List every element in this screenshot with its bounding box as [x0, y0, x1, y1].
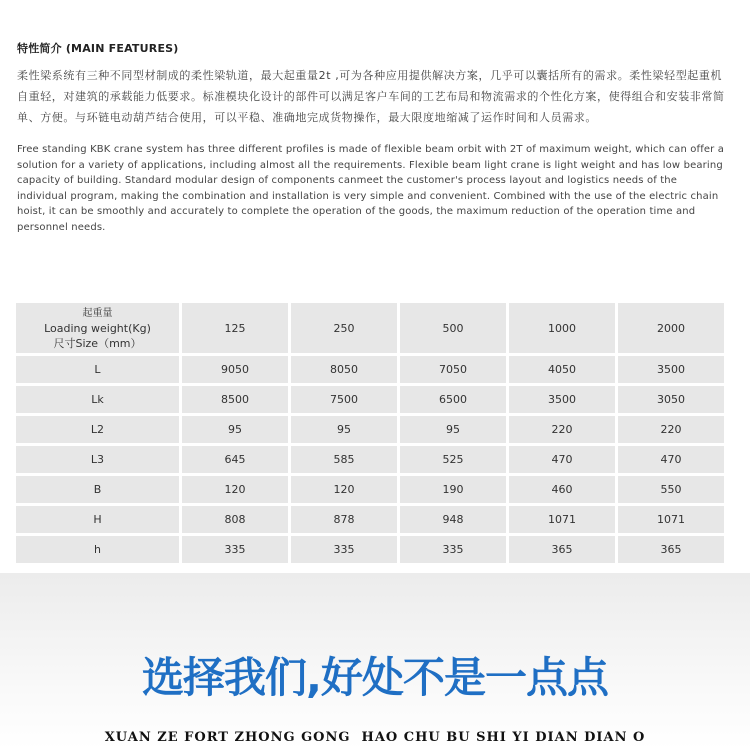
table-cell: 95 [182, 416, 288, 443]
table-cell: 335 [400, 536, 506, 563]
table-cell: 6500 [400, 386, 506, 413]
table-cell: 8050 [291, 356, 397, 383]
table-cell: 190 [400, 476, 506, 503]
table-cell: 460 [509, 476, 615, 503]
spec-table [13, 300, 727, 566]
table-cell: 808 [182, 506, 288, 533]
table-cell: 878 [291, 506, 397, 533]
table-cell: 8500 [182, 386, 288, 413]
table-cell: 3500 [618, 356, 724, 383]
table-header-row [16, 303, 724, 353]
table-cell: 7500 [291, 386, 397, 413]
features-text-english: Free standing KBK crane system has three different profiles is made of flexible beam orbit with 2T of maximum weight, which can offer a solution for a variety of applications, including almost all the requirements. Flexible beam light crane is light weight and has low bearing capacity of building. Standard modular design of components canmeet the customer's process layout and logistics needs of the individual program, making the combination and installation is very simple and convenient. Combined with the use of the electric chain hoist, it can be smoothly and accurately to complete the operation of the goods, the maximum reduction of the operation time and personnel needs. [17, 144, 725, 233]
row-label: B [16, 476, 179, 503]
table-cell: 95 [291, 416, 397, 443]
row-label: L [16, 356, 179, 383]
column-header: 2000 [618, 303, 724, 353]
slogan-pinyin: XUAN ZE FORT ZHONG GONG HAO CHU BU SHI YI DIAN DIAN O [104, 730, 646, 745]
table-cell: 7050 [400, 356, 506, 383]
slogan-text: 选择我们,好处不是一点点 [142, 653, 608, 702]
table-cell: 335 [182, 536, 288, 563]
table-cell: 3050 [618, 386, 724, 413]
row-label: L3 [16, 446, 179, 473]
table-cell: 9050 [182, 356, 288, 383]
header-label-weight-cn: 起重量 [82, 307, 113, 319]
table-cell: 585 [291, 446, 397, 473]
table-row [16, 356, 724, 383]
table-row [16, 386, 724, 413]
table-cell: 365 [509, 536, 615, 563]
table-cell: 120 [291, 476, 397, 503]
table-row [16, 506, 724, 533]
table-cell: 335 [291, 536, 397, 563]
table-cell: 1071 [618, 506, 724, 533]
column-header: 500 [400, 303, 506, 353]
table-row [16, 416, 724, 443]
header-label-weight-en: Loading weight(Kg) [44, 321, 151, 335]
row-label: H [16, 506, 179, 533]
table-cell: 1071 [509, 506, 615, 533]
header-label-size: 尺寸Size（mm） [53, 336, 142, 350]
features-heading: 特性简介 (MAIN FEATURES) [17, 42, 179, 55]
column-header: 125 [182, 303, 288, 353]
table-cell: 645 [182, 446, 288, 473]
column-header: 1000 [509, 303, 615, 353]
table-cell: 3500 [509, 386, 615, 413]
table-cell: 120 [182, 476, 288, 503]
table-cell: 470 [509, 446, 615, 473]
row-label: Lk [16, 386, 179, 413]
row-label: L2 [16, 416, 179, 443]
table-cell: 550 [618, 476, 724, 503]
table-cell: 948 [400, 506, 506, 533]
table-row [16, 446, 724, 473]
table-cell: 220 [618, 416, 724, 443]
header-label-cell [16, 303, 179, 353]
features-text-chinese: 柔性梁系统有三种不同型材制成的柔性梁轨道，最大起重量2t ,可为各种应用提供解决方案，几乎可以囊括所有的需求。柔性梁轻型起重机自重轻，对建筑的承载能力低要求。标准模块化设计的部件可以满足客户车间的工艺布局和物流需求的个性化方案，使得组合和安装非常简单、方便。与环链电动葫芦结合使用，可以平稳、准确地完成货物操作，最大限度地缩减了运作时间和人员需求。 [17, 69, 725, 124]
table-row [16, 476, 724, 503]
table-cell: 95 [400, 416, 506, 443]
table-cell: 470 [618, 446, 724, 473]
row-label: h [16, 536, 179, 563]
column-header: 250 [291, 303, 397, 353]
table-cell: 220 [509, 416, 615, 443]
table-cell: 4050 [509, 356, 615, 383]
table-cell: 525 [400, 446, 506, 473]
table-row [16, 536, 724, 563]
table-cell: 365 [618, 536, 724, 563]
